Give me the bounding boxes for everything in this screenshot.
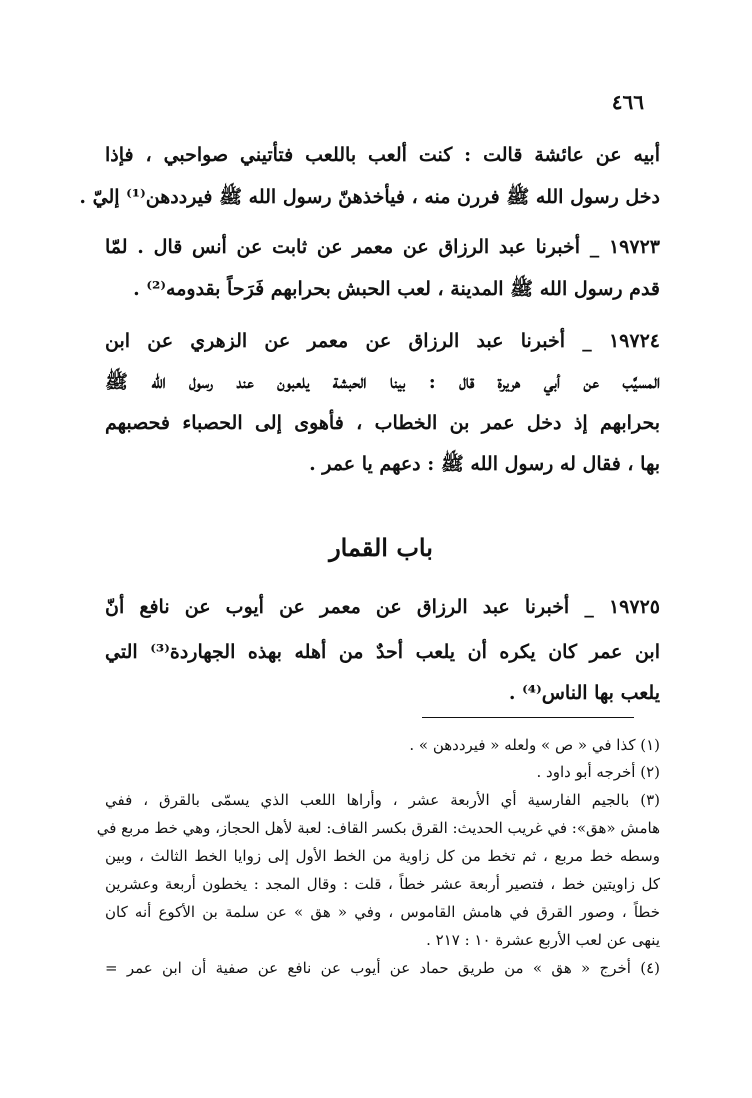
hadith-19725-line-1: ١٩٧٢٥ _ أخبرنا عبد الرزاق عن معمر عن أيوب عن نافع أنّ — [105, 596, 660, 618]
footnote-3-line-5: خطاً ، وصور القرق في هامش القاموس ، وفي « هق » عن سلمة بن الأكوع أنه كان — [105, 903, 660, 921]
footnote-4: (٤) أخرج « هق » من طريق حماد عن أيوب عن نافع عن صفية أن ابن عمر = — [105, 959, 660, 977]
chapter-heading: باب القمار — [329, 533, 433, 562]
hadith-19725-line-3: يلعب بها الناس⁽⁴⁾ . — [508, 682, 660, 704]
footnote-2: (٢) أخرجه أبو داود . — [536, 763, 660, 781]
footnote-separator — [422, 717, 634, 718]
hadith-19723-line-2: قدم رسول الله ﷺ المدينة ، لعب الحبش بحرابهم فَرَحاً بقدومه⁽²⁾ . — [133, 278, 660, 300]
footnote-1: (١) كذا في « ص » ولعله « فيرددهن » . — [409, 736, 660, 754]
hadith-19725-line-2: ابن عمر كان يكره أن يلعب أحدٌ من أهله بهذه الجهاردة⁽³⁾ التي — [105, 641, 661, 663]
paragraph-1-line-2: دخل رسول الله ﷺ فررن منه ، فيأخذهنّ رسول الله ﷺ فيرددهن⁽¹⁾ إليّ . — [79, 186, 660, 208]
hadith-19723-line-1: ١٩٧٢٣ _ أخبرنا عبد الرزاق عن معمر عن ثابت عن أنس قال . لمّا — [105, 236, 660, 258]
page-number: ٤٦٦ — [611, 90, 644, 114]
footnote-3-line-6: ينهى عن لعب الأربع عشرة ١٠ : ٢١٧ . — [426, 931, 660, 949]
hadith-19724-line-2: المسيَّب عن أبي هريرة قال : بينا الحبشة يلعبون عند رسول الله ﷺ — [105, 371, 660, 393]
hadith-19724-line-3: بحرابهم إذ دخل عمر بن الخطاب ، فأهوى إلى الحصباء فحصبهم — [105, 412, 660, 434]
paragraph-1-line-1: أبيه عن عائشة قالت : كنت ألعب باللعب فتأتيني صواحبي ، فإذا — [105, 144, 660, 166]
footnote-3-line-3: وسطه خط مربع ، ثم تخط من كل زاوية من الخط الأول إلى زوايا الخط الثالث ، وبين — [105, 847, 660, 865]
footnote-3-line-4: كل زاويتين خط ، فتصير أربعة عشر خطاً ، قلت : وقال المجد : يخطون أربعة وعشرين — [105, 875, 660, 893]
hadith-19724-line-4: بها ، فقال له رسول الله ﷺ : دعهم يا عمر . — [309, 453, 660, 475]
hadith-19724-line-1: ١٩٧٢٤ _ أخبرنا عبد الرزاق عن معمر عن الزهري عن ابن — [105, 330, 660, 352]
footnote-3-line-1: (٣) بالجيم الفارسية أي الأربعة عشر ، وأراها اللعب الذي يسمّى بالقرق ، ففي — [105, 791, 660, 809]
footnote-3-line-2: هامش «هق»: في غريب الحديث: القرق بكسر القاف: لعبة لأهل الحجاز، وهي خط مربع في — [96, 819, 660, 837]
